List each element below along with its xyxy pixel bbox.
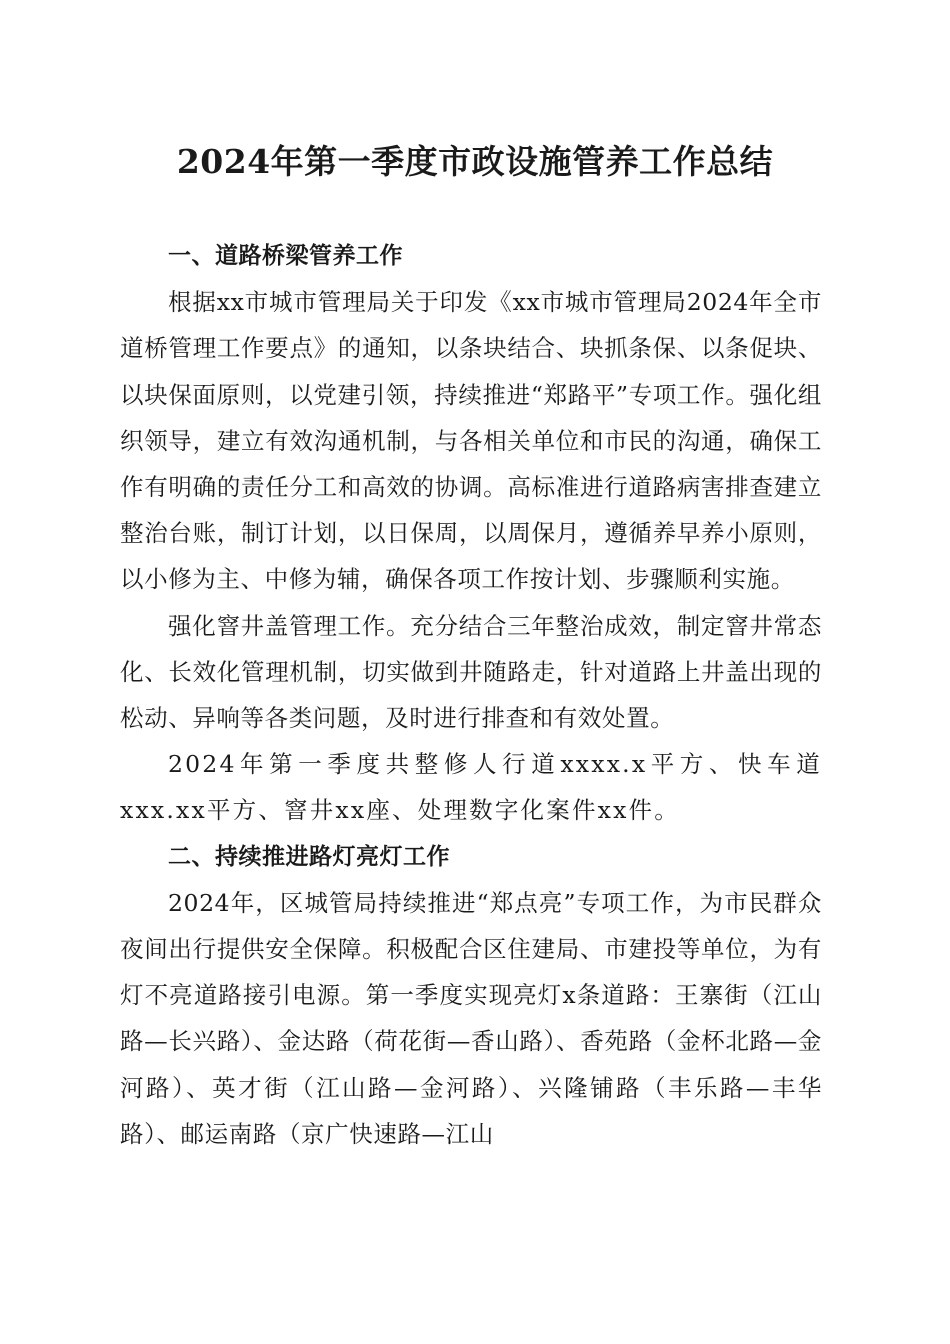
paragraph: 2024年，区城管局持续推进“郑点亮”专项工作，为市民群众夜间出行提供安全保障。积极配合区住建局、市建投等单位，为有灯不亮道路接引电源。第一季度实现亮灯x条道路：王寨街（江山路—长兴路）、金达路（荷花街—香山路）、香苑路（金杯北路—金河路）、英才街（江山路—金河路）、兴隆铺路（丰乐路—丰华路）、邮运南路（京广快速路—江山 <box>120 888 822 1148</box>
section-heading: 二、持续推进路灯亮灯工作 <box>168 843 450 870</box>
paragraph: 强化窨井盖管理工作。充分结合三年整治成效，制定窨井常态化、长效化管理机制，切实做到井随路走，针对道路上井盖出现的松动、异响等各类问题，及时进行排查和有效处置。 <box>120 611 822 733</box>
document-title: 2024年第一季度市政设施管养工作总结 <box>176 142 774 181</box>
paragraph: 2024年第一季度共整修人行道xxxx.x平方、快车道xxx.xx平方、窨井xx座、处理数字化案件xx件。 <box>120 750 822 825</box>
section-street-lights <box>120 834 822 1157</box>
paragraph: 根据xx市城市管理局关于印发《xx市城市管理局2024年全市道桥管理工作要点》的通知，以条块结合、块抓条保、以条促块、以块保面原则，以党建引领，持续推进“郑路平”专项工作。强化组织领导，建立有效沟通机制，与各相关单位和市民的沟通，确保工作有明确的责任分工和高效的协调。高标准进行道路病害排查建立整治台账，制订计划，以日保周，以周保月，遵循养早养小原则，以小修为主、中修为辅，确保各项工作按计划、步骤顺利实施。 <box>120 288 822 594</box>
section-road-bridge <box>120 233 822 834</box>
section-heading: 一、道路桥梁管养工作 <box>168 243 403 269</box>
document-body <box>120 233 822 1157</box>
